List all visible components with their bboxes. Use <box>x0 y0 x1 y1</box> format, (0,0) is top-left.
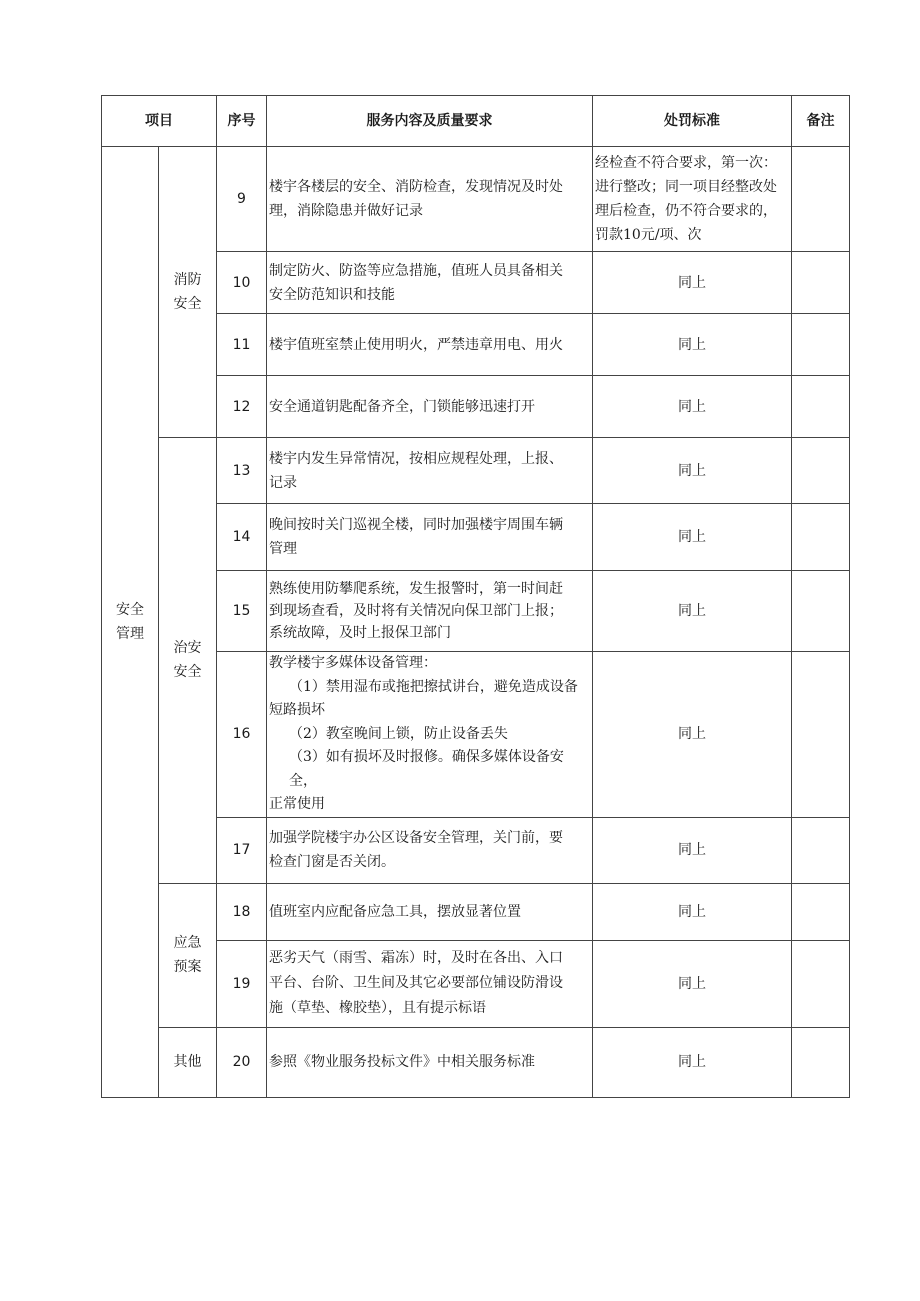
remark-cell <box>792 652 850 818</box>
row-number: 15 <box>217 571 267 652</box>
remark-cell <box>792 314 850 376</box>
table-row <box>102 1027 850 1097</box>
group-label: 应急 <box>173 935 202 951</box>
penalty-line: 理后检查，仍不符合要求的， <box>595 203 777 219</box>
content-line: 系统故障，及时上报保卫部门 <box>269 625 451 641</box>
content-line: 熟练使用防攀爬系统，发生报警时，第一时间赶 <box>269 581 563 597</box>
content-cell <box>267 147 593 252</box>
content-line: 理，消除隐患并做好记录 <box>269 203 423 219</box>
remark-cell <box>792 883 850 940</box>
content-cell <box>267 1027 593 1097</box>
group-emergency-plan <box>159 883 217 1027</box>
remark-cell <box>792 940 850 1027</box>
row-number: 19 <box>217 940 267 1027</box>
penalty-cell: 同上 <box>593 883 792 940</box>
penalty-cell: 同上 <box>593 376 792 438</box>
penalty-line: 罚款10元/项、次 <box>595 227 702 243</box>
content-line: 制定防火、防盗等应急措施，值班人员具备相关 <box>269 262 563 279</box>
content-cell <box>267 314 593 376</box>
remark-cell <box>792 147 850 252</box>
content-cell <box>267 940 593 1027</box>
row-number: 14 <box>217 504 267 571</box>
row-number: 20 <box>217 1027 267 1097</box>
content-line: 楼宇值班室禁止使用明火，严禁违章用电、用火 <box>269 336 563 353</box>
group-label: 消防 <box>173 272 202 288</box>
row-number: 13 <box>217 438 267 504</box>
table-row <box>102 438 850 504</box>
content-line: 加强学院楼宇办公区设备安全管理，关门前，要 <box>269 830 563 846</box>
content-cell <box>267 252 593 314</box>
content-line: （1）禁用湿布或拖把擦拭讲台，避免造成设备 <box>289 678 578 695</box>
header-row <box>102 96 850 147</box>
content-line: 安全通道钥匙配备齐全，门锁能够迅速打开 <box>269 398 535 415</box>
content-line: （2）教室晚间上锁，防止设备丢失 <box>289 725 508 742</box>
content-line: 教学楼宇多媒体设备管理： <box>269 655 437 671</box>
row-number: 10 <box>217 252 267 314</box>
table-row <box>102 883 850 940</box>
content-line: 参照《物业服务投标文件》中相关服务标准 <box>269 1054 535 1070</box>
category-cell <box>102 147 159 1098</box>
penalty-cell: 同上 <box>593 652 792 818</box>
content-line: 楼宇各楼层的安全、消防检查，发现情况及时处 <box>269 179 563 195</box>
penalty-cell: 同上 <box>593 252 792 314</box>
row-number: 17 <box>217 817 267 883</box>
content-line: 检查门窗是否关闭。 <box>269 854 395 870</box>
penalty-cell: 同上 <box>593 817 792 883</box>
group-other: 其他 <box>159 1027 217 1097</box>
content-line: 安全防范知识和技能 <box>269 286 395 303</box>
content-line: 管理 <box>269 541 297 557</box>
content-line: 平台、台阶、卫生间及其它必要部位铺设防滑设 <box>269 975 563 991</box>
remark-cell <box>792 817 850 883</box>
content-cell <box>267 571 593 652</box>
content-line: 到现场查看，及时将有关情况向保卫部门上报； <box>269 603 563 619</box>
penalty-cell: 同上 <box>593 1027 792 1097</box>
penalty-cell: 同上 <box>593 438 792 504</box>
header-no: 序号 <box>217 96 267 147</box>
row-number: 12 <box>217 376 267 438</box>
content-line: 记录 <box>269 474 297 491</box>
group-public-security <box>159 438 217 884</box>
row-number: 11 <box>217 314 267 376</box>
remark-cell <box>792 376 850 438</box>
penalty-line: 经检查不符合要求，第一次： <box>595 155 777 171</box>
table-row <box>102 147 850 252</box>
remark-cell <box>792 438 850 504</box>
remark-cell <box>792 252 850 314</box>
category-label-1: 安全 <box>116 601 144 618</box>
content-cell <box>267 652 593 818</box>
row-number: 9 <box>217 147 267 252</box>
penalty-cell: 同上 <box>593 940 792 1027</box>
penalty-cell: 同上 <box>593 504 792 571</box>
content-cell <box>267 883 593 940</box>
remark-cell <box>792 1027 850 1097</box>
header-item: 项目 <box>102 96 217 147</box>
row-number: 18 <box>217 883 267 940</box>
row-number: 16 <box>217 652 267 818</box>
remark-cell <box>792 571 850 652</box>
group-label: 安全 <box>173 296 202 312</box>
content-line: 正常使用 <box>269 796 325 812</box>
header-remark: 备注 <box>792 96 850 147</box>
group-label: 预案 <box>173 959 202 975</box>
content-cell <box>267 376 593 438</box>
penalty-line: 进行整改；同一项目经整改处 <box>595 179 777 195</box>
header-content: 服务内容及质量要求 <box>267 96 593 147</box>
header-penalty: 处罚标准 <box>593 96 792 147</box>
penalty-cell <box>593 147 792 252</box>
content-line: 恶劣天气（雨雪、霜冻）时，及时在各出、入口 <box>269 950 563 966</box>
content-cell <box>267 504 593 571</box>
content-cell <box>267 438 593 504</box>
group-label: 治安 <box>173 640 202 657</box>
content-line: 施（草垫、橡胶垫），且有提示标语 <box>269 1000 486 1016</box>
remark-cell <box>792 504 850 571</box>
content-line: 短路损坏 <box>269 702 325 718</box>
group-fire-safety <box>159 147 217 438</box>
penalty-cell: 同上 <box>593 314 792 376</box>
content-line: （3）如有损坏及时报修。确保多媒体设备安全， <box>289 749 564 789</box>
content-line: 晚间按时关门巡视全楼，同时加强楼宇周围车辆 <box>269 517 563 533</box>
service-standard-table <box>101 95 850 1098</box>
content-line: 楼宇内发生异常情况，按相应规程处理，上报、 <box>269 450 563 467</box>
penalty-cell: 同上 <box>593 571 792 652</box>
content-cell <box>267 817 593 883</box>
content-line: 值班室内应配备应急工具，摆放显著位置 <box>269 903 521 920</box>
category-label-2: 管理 <box>116 625 144 642</box>
group-label: 安全 <box>173 664 202 681</box>
